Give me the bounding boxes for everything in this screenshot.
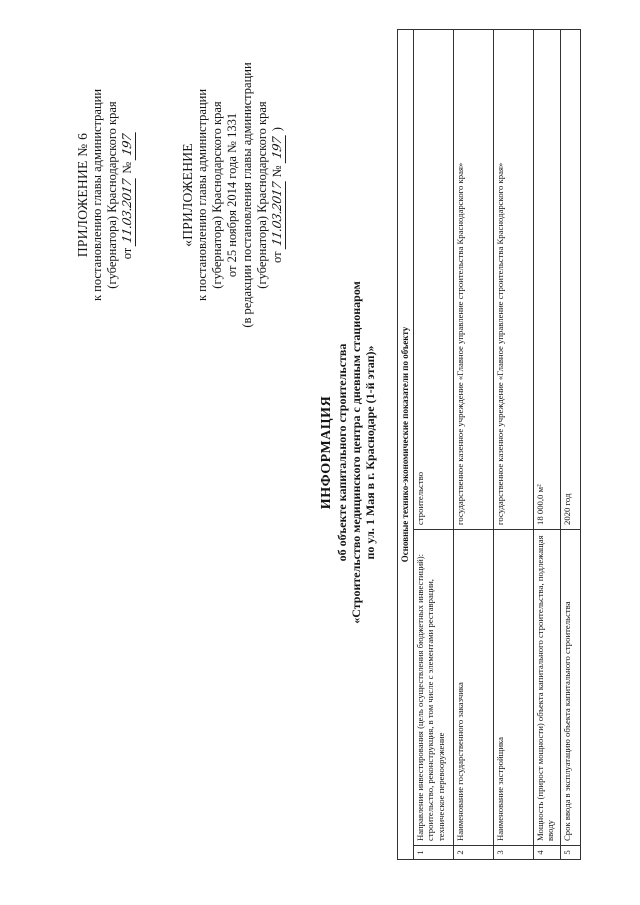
information-subtitle-2: «Строительство медицинского центра с дневным стационаром: [349, 281, 363, 624]
row-number: 4: [533, 846, 560, 860]
appendix-previous-line-4: (в редакции постановления главы администрации: [240, 62, 254, 328]
information-heading: [318, 0, 377, 905]
row-label: Наименование застройщика: [493, 530, 533, 846]
table-row: [493, 29, 533, 859]
handwritten-number: 197: [120, 129, 136, 160]
row-value: 2020 год: [560, 29, 580, 529]
appendix-previous-line-3: от 25 ноября 2014 года № 1331: [225, 112, 239, 278]
handwritten-date: 11.03.2017: [270, 179, 286, 250]
table-row: [533, 29, 560, 859]
appendix-previous-title: «ПРИЛОЖЕНИЕ: [180, 143, 195, 247]
table-header: Основные технико-экономические показатели по объекту: [398, 29, 414, 859]
information-subtitle-1: об объекте капитального строительства: [335, 343, 349, 562]
appendix-6-line-1: к постановлению главы администрации: [90, 88, 104, 302]
appendix-previous-line-2: (губернатора) Краснодарского края: [210, 101, 224, 289]
row-label: Наименование государственного заказчика: [453, 530, 493, 846]
appendix-previous-line-1: к постановлению главы администрации: [195, 88, 209, 302]
appendix-previous-line-5: (губернатора) Краснодарского края: [255, 101, 269, 289]
number-label: №: [120, 161, 134, 174]
number-label: №: [270, 165, 284, 178]
appendix-6-line-2: (губернатора) Краснодарского края: [105, 101, 119, 289]
closing-bracket: ): [270, 127, 284, 132]
handwritten-date: 11.03.2017: [120, 175, 136, 246]
from-label: от: [270, 251, 284, 263]
row-number: 1: [413, 846, 453, 860]
row-label: Направление инвестирования (цель осуществления бюджетных инвестиций): строительство, реконструкция, в том числе с элементами реставрации, техническое перевооружение: [413, 530, 453, 846]
information-subtitle-3: по ул. 1 Мая в г. Краснодаре (1-й этап)»: [363, 345, 377, 560]
indicators-table: [397, 29, 581, 860]
information-title: ИНФОРМАЦИЯ: [319, 395, 334, 510]
row-value: государственное казенное учреждение «Главное управление строительства Краснодарского края»: [493, 29, 533, 529]
row-number: 3: [493, 846, 533, 860]
row-number: 2: [453, 846, 493, 860]
row-label: Срок ввода в эксплуатацию объекта капитального строительства: [560, 530, 580, 846]
handwritten-number: 197: [270, 133, 286, 164]
row-value: государственное казенное учреждение «Главное управление строительства Краснодарского края»: [453, 29, 493, 529]
table-row: [453, 29, 493, 859]
appendix-6-signature-line: [120, 45, 136, 345]
table-row: [560, 29, 580, 859]
appendix-previous-block: [180, 5, 286, 385]
row-label: Мощность (прирост мощности) объекта капитального строительства, подлежащая вводу: [533, 530, 560, 846]
row-number: 5: [560, 846, 580, 860]
table-row: [413, 29, 453, 859]
from-label: от: [120, 247, 134, 260]
row-value: 18 000,0 м²: [533, 29, 560, 529]
appendix-6-block: [75, 45, 136, 345]
table-header-row: [398, 29, 414, 859]
appendix-previous-signature-line: [270, 5, 286, 385]
appendix-6-title: ПРИЛОЖЕНИЕ № 6: [75, 132, 90, 258]
row-value: строительство: [413, 29, 453, 529]
